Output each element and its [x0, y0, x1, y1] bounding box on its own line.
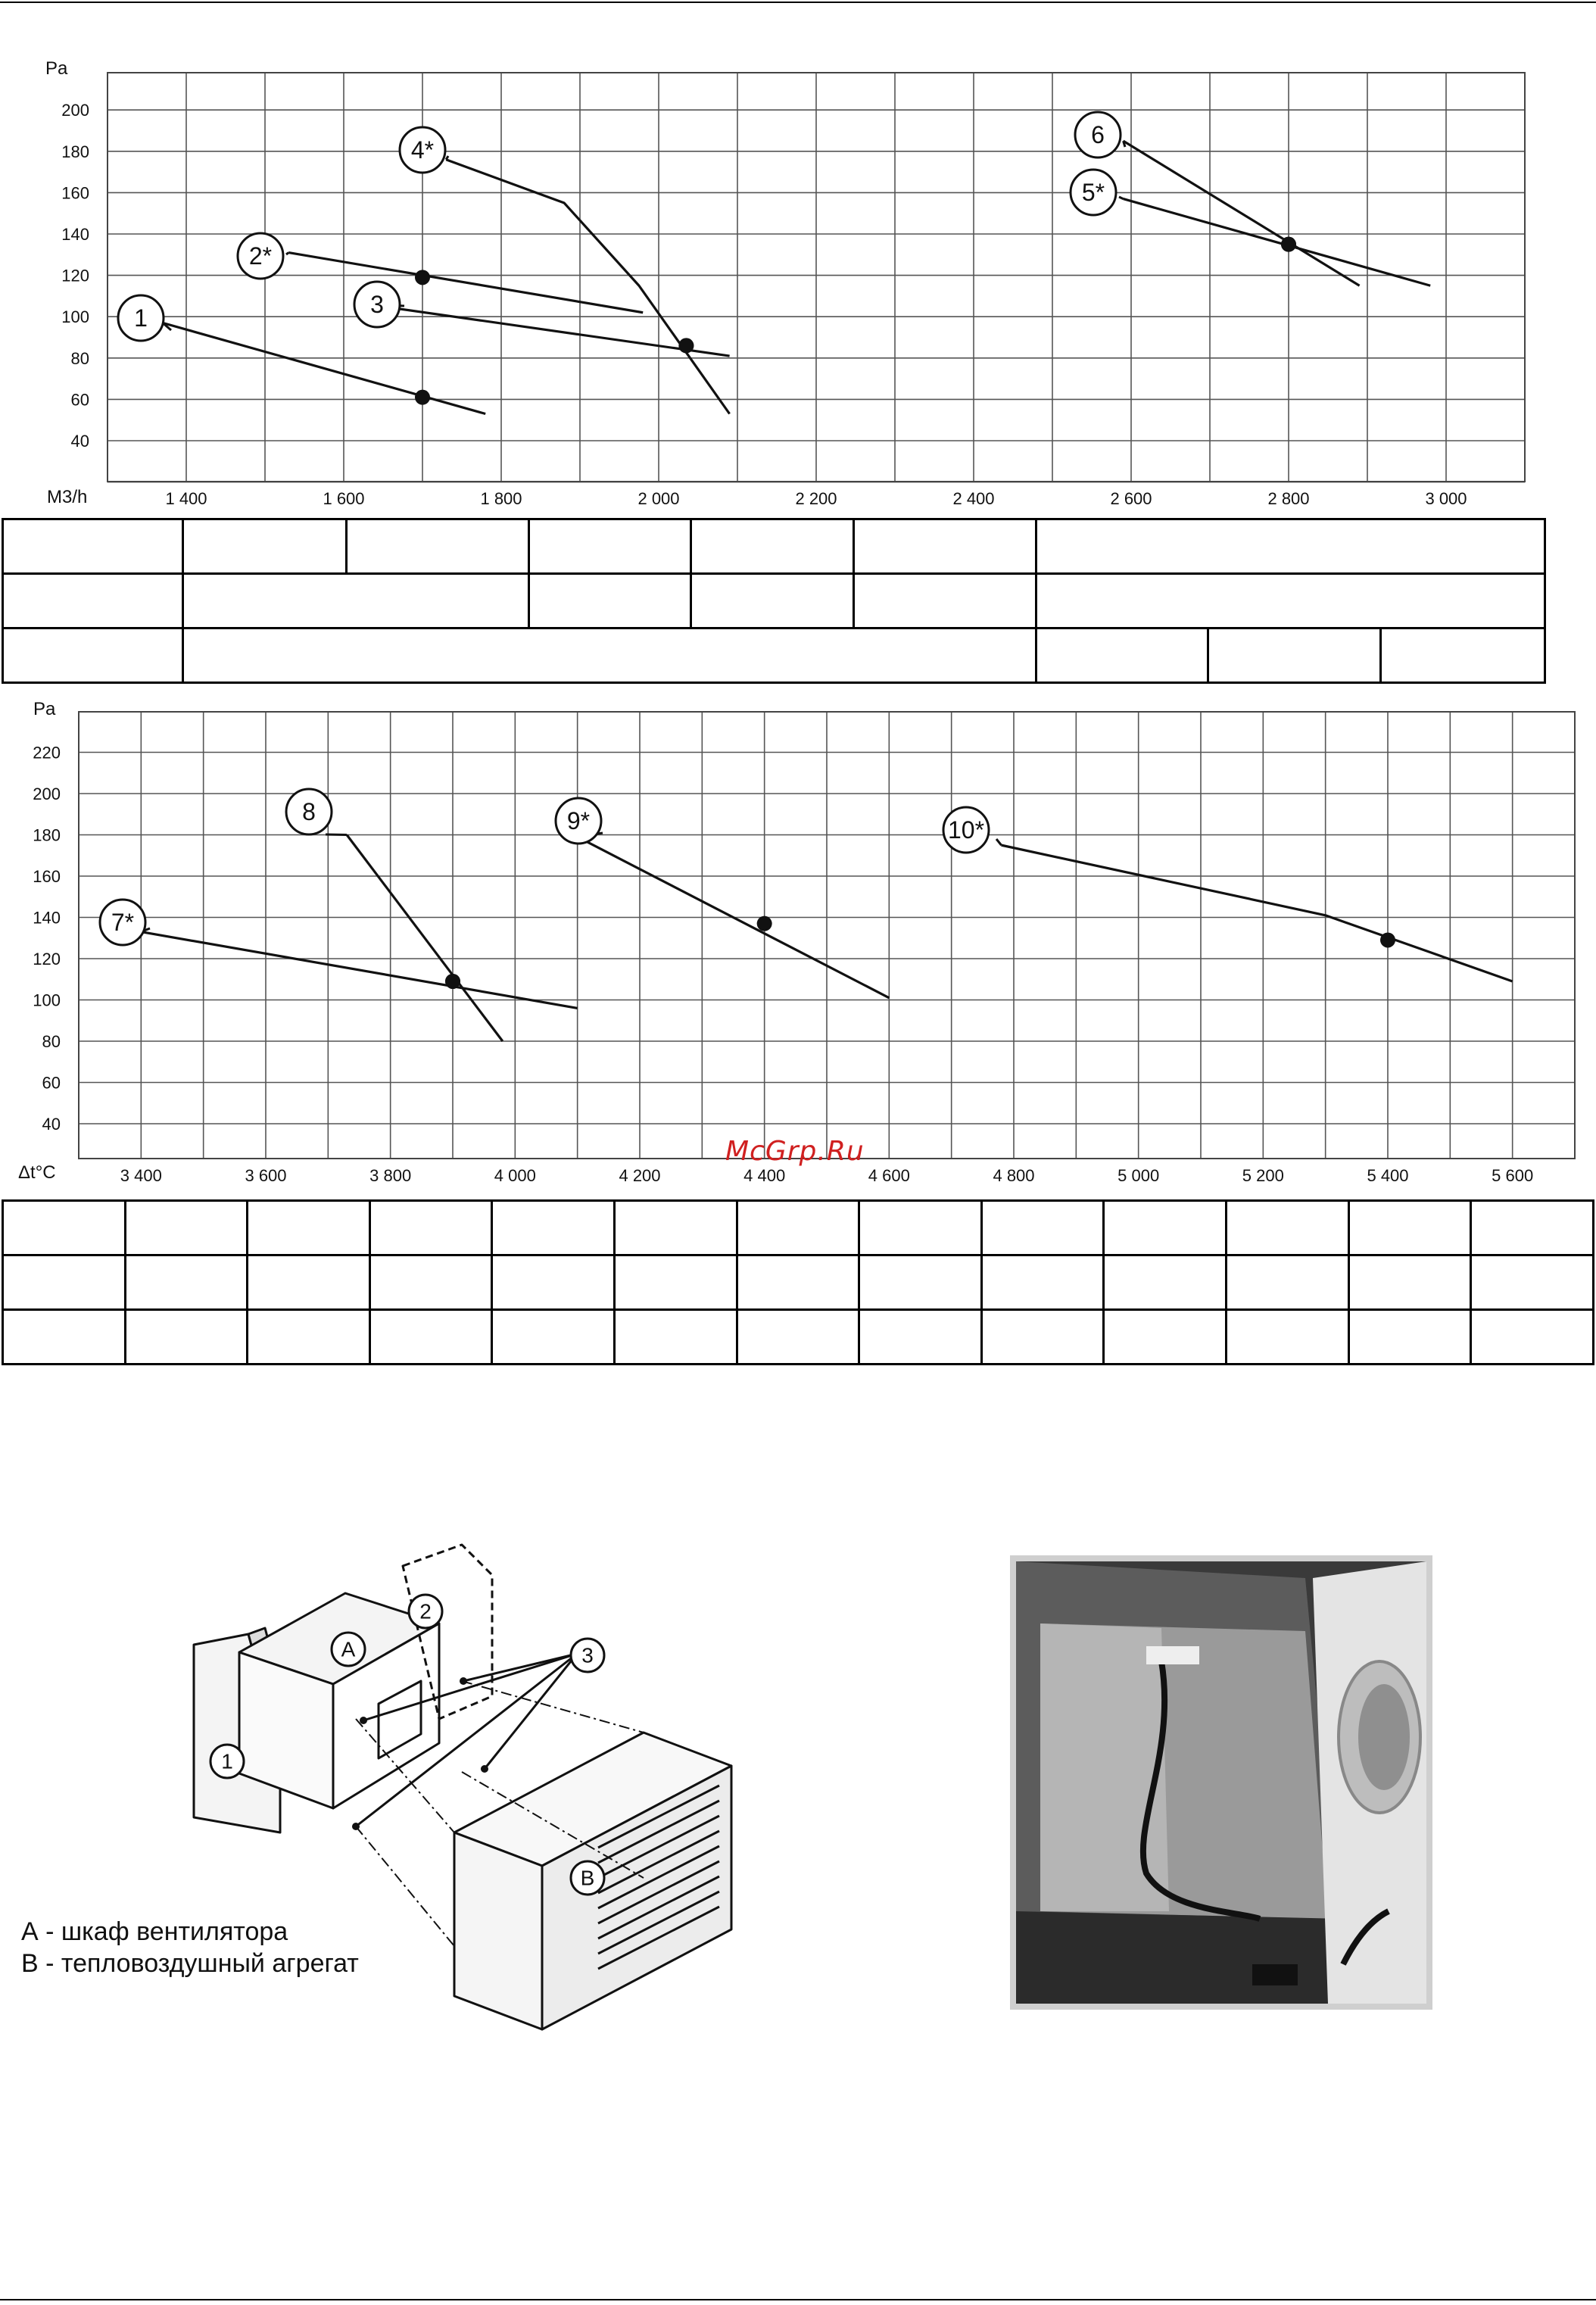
operating-point [415, 390, 430, 405]
table-cell [1348, 1310, 1471, 1365]
x-tick-label: 3 000 [1425, 489, 1467, 508]
table-cell [690, 574, 853, 628]
operating-point [445, 974, 460, 989]
table-cell [981, 1201, 1104, 1255]
spec-table-2 [2, 1199, 1594, 1365]
y-tick-label: 140 [61, 225, 89, 244]
series-label-leader [996, 839, 1002, 845]
table-cell [1104, 1310, 1227, 1365]
table-cell [3, 628, 183, 683]
series-label: 3 [370, 291, 384, 318]
y-tick-label: 120 [33, 950, 61, 968]
table-cell [183, 519, 347, 574]
table-cell [981, 1310, 1104, 1365]
x-tick-label: 1 400 [165, 489, 207, 508]
x-tick-label: 1 600 [323, 489, 365, 508]
table-cell [615, 1255, 737, 1310]
y-tick-label: 60 [42, 1073, 61, 1093]
part-label-1: 1 [221, 1749, 233, 1773]
table-cell [1104, 1201, 1227, 1255]
table-cell [1208, 628, 1380, 683]
x-tick-label: 4 200 [619, 1166, 661, 1185]
y-tick-label: 120 [61, 266, 89, 285]
chart-grid [79, 712, 1575, 1159]
table-cell [369, 1201, 492, 1255]
x-tick-label: 2 200 [795, 489, 837, 508]
table-cell [1036, 574, 1545, 628]
y-tick-label: 100 [61, 307, 89, 327]
table-cell [492, 1201, 615, 1255]
series-line-2star [288, 253, 643, 313]
y-tick-label: 200 [61, 101, 89, 120]
table-cell [125, 1255, 248, 1310]
x-tick-label: 4 400 [743, 1166, 786, 1185]
series-label: 10* [947, 816, 985, 844]
series-label-leader [326, 834, 347, 835]
table-cell [369, 1310, 492, 1365]
table-cell [981, 1255, 1104, 1310]
part-label-2: 2 [419, 1599, 432, 1623]
series-label-leader [286, 253, 288, 254]
table-cell [3, 519, 183, 574]
table-cell [248, 1255, 370, 1310]
table-cell [529, 574, 691, 628]
x-axis-unit-label: Δt°C [18, 1162, 56, 1183]
y-tick-label: 140 [33, 908, 61, 928]
table-cell [369, 1255, 492, 1310]
x-tick-label: 4 800 [993, 1166, 1035, 1185]
series-label: 8 [302, 798, 316, 825]
chart-grid [108, 73, 1525, 482]
table-cell [183, 628, 1036, 683]
y-tick-label: 40 [42, 1115, 61, 1134]
x-tick-label: 1 800 [480, 489, 522, 508]
table-cell [1227, 1310, 1349, 1365]
x-tick-label: 2 600 [1110, 489, 1152, 508]
series-label-leader [1119, 197, 1124, 199]
table-cell [853, 574, 1036, 628]
series-label: 7* [111, 909, 135, 936]
table-cell [125, 1310, 248, 1365]
watermark: McGrp.Ru [725, 1136, 865, 1167]
table-cell [859, 1201, 982, 1255]
series-label: 2* [248, 242, 273, 270]
x-tick-label: 5 200 [1242, 1166, 1284, 1185]
series-label: 9* [566, 807, 591, 834]
x-tick-label: 3 800 [369, 1166, 412, 1185]
table-cell [492, 1310, 615, 1365]
table-cell [690, 519, 853, 574]
series-line-8 [347, 835, 503, 1042]
table-cell [1227, 1201, 1349, 1255]
x-axis-unit-label: M3/h [47, 487, 88, 507]
table-cell [3, 1201, 126, 1255]
table-cell [248, 1310, 370, 1365]
table-cell [1348, 1255, 1471, 1310]
table-cell [1227, 1255, 1349, 1310]
table-cell [1471, 1310, 1594, 1365]
table-cell [737, 1201, 859, 1255]
y-axis-label: Pa [33, 699, 56, 719]
series-line-6 [1124, 141, 1360, 285]
operating-point [757, 916, 772, 931]
table-cell [248, 1201, 370, 1255]
part-label-a: A [341, 1637, 356, 1661]
x-tick-label: 4 600 [868, 1166, 910, 1185]
table-cell [615, 1310, 737, 1365]
y-tick-label: 160 [33, 867, 61, 886]
caption-b: B - тепловоздушный агрегат [21, 1949, 359, 1978]
table-cell [3, 1310, 126, 1365]
series-label: 6 [1091, 121, 1105, 148]
table-cell [859, 1310, 982, 1365]
y-tick-label: 180 [33, 825, 61, 845]
table-cell [1036, 519, 1545, 574]
table-cell [737, 1255, 859, 1310]
table-cell [492, 1255, 615, 1310]
table-cell [1348, 1201, 1471, 1255]
series-line-1 [163, 323, 485, 413]
series-label: 1 [134, 304, 148, 332]
x-tick-label: 5 400 [1367, 1166, 1409, 1185]
y-tick-label: 80 [42, 1032, 61, 1051]
x-tick-label: 5 600 [1492, 1166, 1534, 1185]
y-tick-label: 220 [33, 743, 61, 763]
y-tick-label: 200 [33, 784, 61, 803]
series-line-3 [367, 304, 729, 356]
y-tick-label: 100 [33, 990, 61, 1010]
operating-point [415, 270, 430, 285]
table-cell [346, 519, 528, 574]
operating-point [678, 338, 694, 353]
part-label-b: B [580, 1866, 595, 1890]
x-tick-label: 2 000 [637, 489, 680, 508]
caption-a: А - шкаф вентилятора [21, 1917, 288, 1946]
table-cell [1104, 1255, 1227, 1310]
table-cell [3, 1255, 126, 1310]
table-cell [3, 574, 183, 628]
table-cell [737, 1310, 859, 1365]
y-tick-label: 180 [61, 142, 89, 161]
table-cell [853, 519, 1036, 574]
operating-point [1380, 932, 1395, 947]
table-cell [1471, 1201, 1594, 1255]
pressure-flow-chart-2 [0, 682, 1596, 1185]
y-tick-label: 160 [61, 183, 89, 203]
series-line-10star [1002, 845, 1513, 981]
spec-table-1 [2, 518, 1546, 684]
table-cell [1380, 628, 1545, 683]
y-tick-label: 60 [70, 390, 89, 410]
x-tick-label: 4 000 [494, 1166, 536, 1185]
series-label: 4* [410, 136, 435, 164]
x-tick-label: 2 400 [952, 489, 995, 508]
table-cell [183, 574, 529, 628]
cabinet-photo [1010, 1555, 1432, 2010]
x-tick-label: 5 000 [1118, 1166, 1160, 1185]
table-cell [1471, 1255, 1594, 1310]
table-cell [859, 1255, 982, 1310]
y-tick-label: 80 [70, 348, 89, 368]
x-tick-label: 3 600 [245, 1166, 287, 1185]
bottom-rule [0, 2299, 1596, 2300]
series-line-7star [141, 932, 577, 1009]
y-tick-label: 40 [70, 432, 89, 451]
series-line-5star [1124, 199, 1431, 286]
operating-point [1281, 237, 1296, 252]
table-cell [529, 519, 691, 574]
part-label-3: 3 [581, 1643, 594, 1667]
y-axis-label: Pa [45, 58, 68, 79]
table-cell [1036, 628, 1208, 683]
series-label: 5* [1081, 179, 1105, 206]
x-tick-label: 2 800 [1267, 489, 1310, 508]
x-tick-label: 3 400 [120, 1166, 162, 1185]
table-cell [125, 1201, 248, 1255]
table-cell [615, 1201, 737, 1255]
pressure-flow-chart-1 [0, 0, 1596, 515]
